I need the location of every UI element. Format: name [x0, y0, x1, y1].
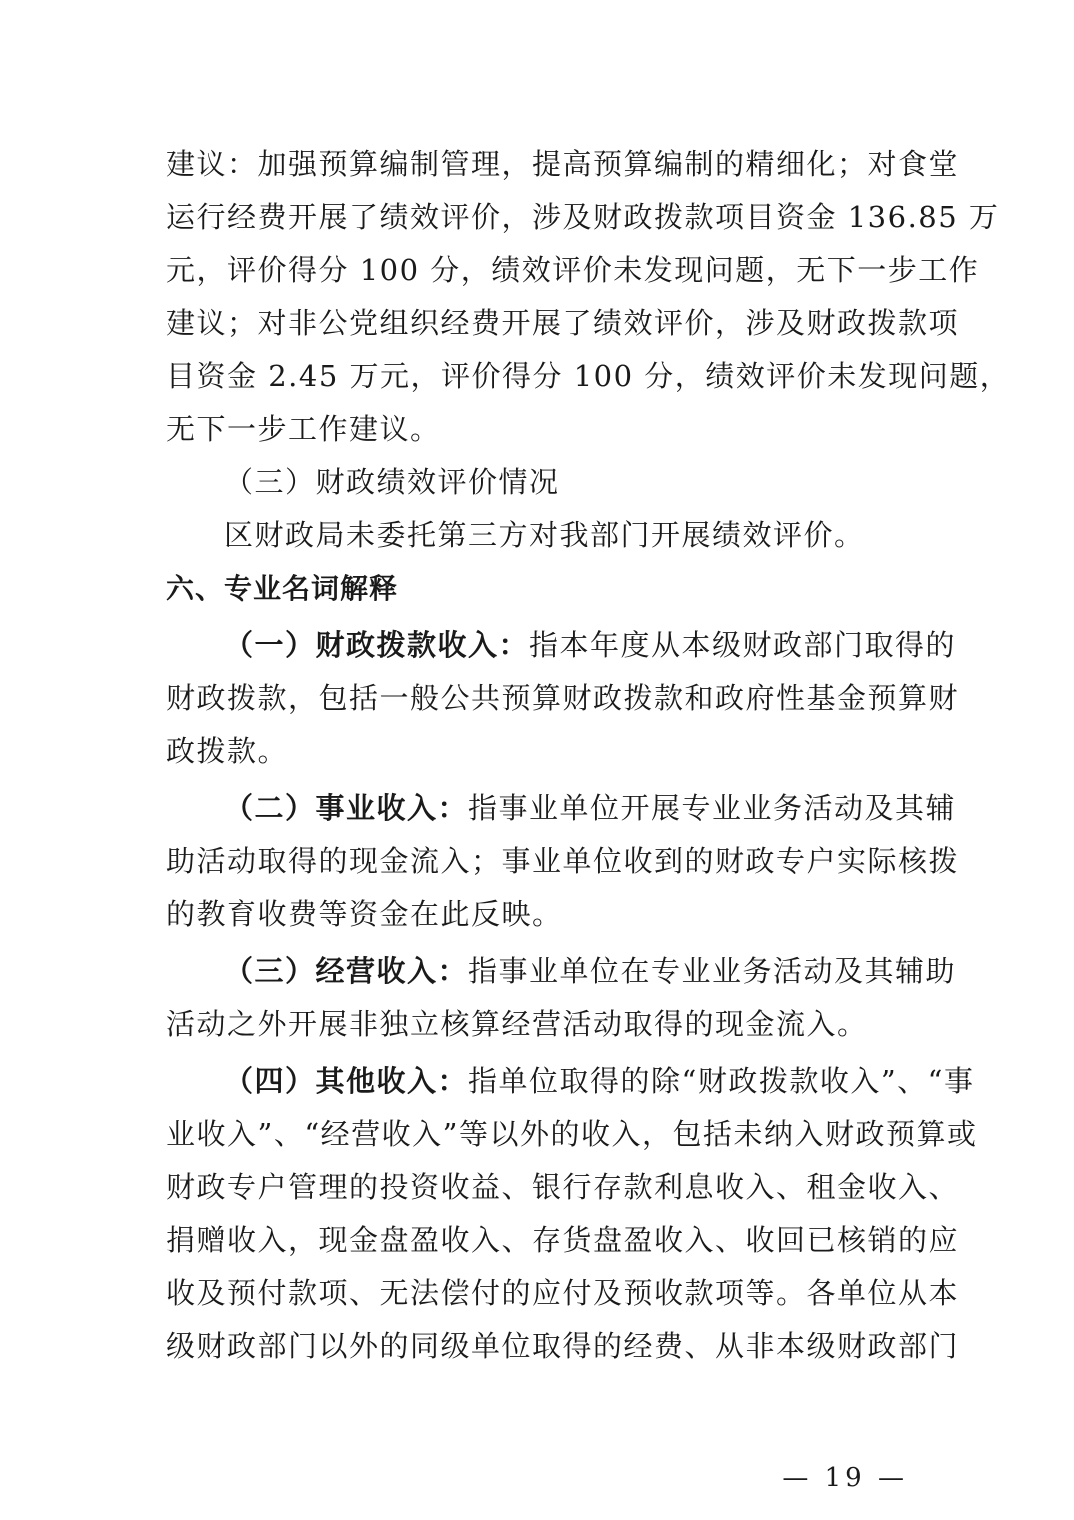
definition-line	[166, 619, 957, 672]
definition-line	[166, 782, 957, 835]
definition-term: （一）财政拨款收入：	[224, 628, 530, 662]
text-line: 捐赠收入，现金盘盈收入、存货盘盈收入、收回已核销的应	[166, 1223, 960, 1257]
text-line: 财政拨款，包括一般公共预算财政拨款和政府性基金预算财	[166, 681, 960, 715]
page-number: — 19 —	[782, 1463, 908, 1493]
definition-text: 指本年度从本级财政部门取得的	[529, 628, 957, 662]
definition-term: （二）事业收入：	[224, 791, 469, 825]
text-line: 收及预付款项、无法偿付的应付及预收款项等。各单位从本	[166, 1276, 960, 1310]
definition-text: 指事业单位在专业业务活动及其辅助	[468, 954, 957, 988]
text-line: 政拨款。	[166, 734, 289, 768]
definition-term: （三）经营收入：	[224, 954, 469, 988]
text-line: 无下一步工作建议。	[166, 412, 441, 446]
text-line: 财政专户管理的投资收益、银行存款利息收入、租金收入、	[166, 1170, 960, 1204]
text-line: 元，评价得分 100 分，绩效评价未发现问题，无下一步工作	[166, 253, 980, 287]
definition-line	[166, 945, 957, 998]
body-text	[166, 138, 1011, 1373]
text-line: 建议；对非公党组织经费开展了绩效评价，涉及财政拨款项	[166, 306, 960, 340]
text-line: 级财政部门以外的同级单位取得的经费、从非本级财政部门	[166, 1329, 960, 1363]
subheading: （三）财政绩效评价情况	[224, 465, 560, 499]
text-line: 业收入”、“经营收入”等以外的收入，包括未纳入财政预算或	[166, 1117, 978, 1151]
definition-text: 指单位取得的除“财政拨款收入”、“事	[468, 1064, 975, 1098]
text-line: 助活动取得的现金流入；事业单位收到的财政专户实际核拨	[166, 844, 960, 878]
text-line: 建议：加强预算编制管理，提高预算编制的精细化；对食堂	[166, 147, 960, 181]
text-line: 活动之外开展非独立核算经营活动取得的现金流入。	[166, 1007, 868, 1041]
definition-line	[166, 1055, 975, 1108]
definition-term: （四）其他收入：	[224, 1064, 469, 1098]
text-line: 目资金 2.45 万元，评价得分 100 分，绩效评价未发现问题，	[166, 359, 1011, 393]
section-heading: 六、专业名词解释	[166, 572, 399, 605]
text-line: 的教育收费等资金在此反映。	[166, 897, 563, 931]
text-line: 运行经费开展了绩效评价，涉及财政拨款项目资金 136.85 万	[166, 200, 1000, 234]
definition-text: 指事业单位开展专业业务活动及其辅	[468, 791, 957, 825]
text-line: 区财政局未委托第三方对我部门开展绩效评价。	[224, 518, 865, 552]
